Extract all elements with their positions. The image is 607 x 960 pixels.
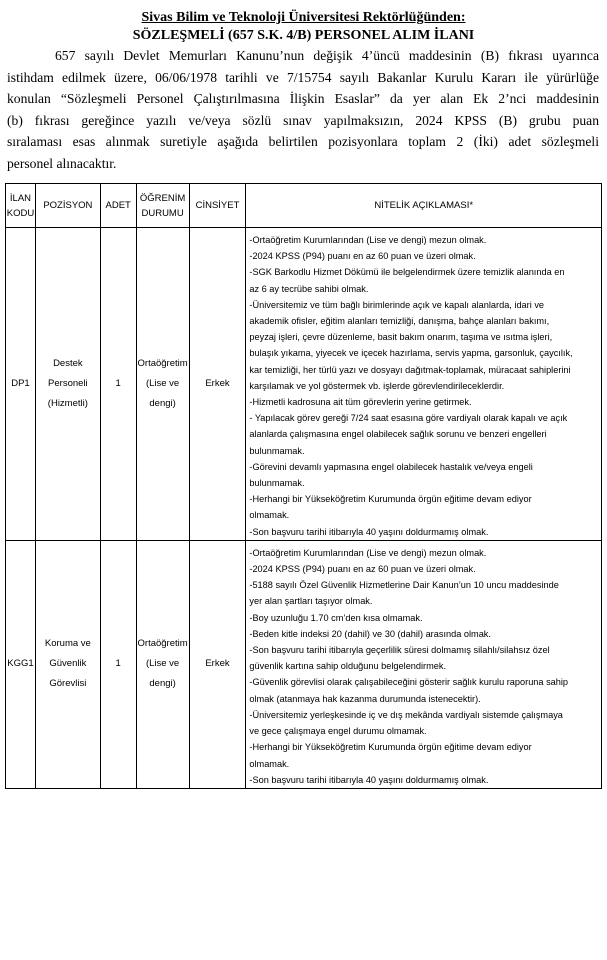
table-header-row: [6, 184, 602, 228]
intro-line: 657 sayılı Devlet Memurları Kanunu’nun değişik 4’üncü maddesinin (B) fıkrası uyarınca: [55, 48, 599, 63]
requirement-line: -5188 sayılı Özel Güvenlik Hizmetlerine Dair Kanun’un 10 uncu maddesinde: [249, 580, 559, 591]
requirement-line: -Boy uzunluğu 1.70 cm’den kısa olmamak.: [249, 612, 423, 623]
requirement-line: karşılamak ve yol göstermek vb. işlerde görevlendirileceklerdir.: [249, 380, 505, 391]
ilan-kodu-cell: [6, 228, 36, 541]
header-text: KODU: [6, 207, 35, 219]
requirement-line: kar temizliği, her türlü yazı ve dosyayı dağıtmak-toplamak, müracaat sahiplerini: [249, 364, 571, 375]
requirement-line: -Üniversitemiz yerleşkesinde iç ve dış mekânda vardiyalı sistemde çalışmaya: [249, 709, 563, 720]
ogrenim-cell: [136, 540, 189, 788]
requirement-line: -Üniversitemiz ve tüm bağlı birimlerinde açık ve kapalı alanlarda, idari ve: [249, 299, 545, 310]
requirement-line: -Son başvuru tarihi itibarıyla 40 yaşını doldurmamış olmak.: [249, 526, 489, 537]
table-row: [6, 228, 602, 541]
header-cinsiyet: CİNSİYET: [189, 184, 246, 228]
requirement-line: -Hizmetli kadrosuna ait tüm görevlerin yerine getirmek.: [249, 397, 472, 408]
requirement-line: olmamak.: [249, 758, 290, 769]
requirement-line: ve gece çalışmaya engel durumu olmamak.: [249, 726, 427, 737]
cinsiyet-cell: [189, 540, 246, 788]
pozisyon-text: Destek: [53, 357, 83, 369]
header-adet: ADET: [100, 184, 136, 228]
table-row: [6, 540, 602, 788]
pozisyon-text: Görevlisi: [49, 678, 87, 690]
header-ogrenim: [136, 184, 189, 228]
ogrenim-cell: [136, 228, 189, 541]
requirement-line: peyzaj işleri, çevre düzenleme, basit bakım onarım, taşıma ve ısıtma işleri,: [249, 332, 553, 343]
ogrenim-text: Ortaöğretim: [137, 638, 188, 650]
requirement-line: -Herhangi bir Yükseköğretim Kurumunda örgün eğitime devam ediyor: [249, 742, 532, 753]
requirement-line: bulunmamak.: [249, 445, 305, 456]
ogrenim-text: (Lise ve: [145, 658, 180, 670]
requirement-line: -SGK Barkodlu Hizmet Dökümü ile belgelendirmek üzere temizlik alanında en: [249, 267, 565, 278]
pozisyon-text: Güvenlik: [49, 658, 87, 670]
requirement-line: bulaşık yıkama, yiyecek ve içecek hazırlama, servis yapma, garsonluk, çaycılık,: [249, 348, 573, 359]
adet-value: 1: [115, 658, 121, 670]
intro-line: personel alınacaktır.: [7, 155, 117, 171]
institution-heading: Sivas Bilim ve Teknoloji Üniversitesi Rektörlüğünden:: [141, 10, 466, 25]
ogrenim-text: dengi): [149, 397, 176, 409]
cinsiyet-cell: [189, 228, 246, 541]
ilan-kodu-cell: [6, 540, 36, 788]
nitelik-cell: [246, 228, 602, 541]
requirement-line: -Görevini devamlı yapmasına engel olabilecek hastalık ve/veya engeli: [249, 461, 533, 472]
cinsiyet-value: Erkek: [205, 658, 230, 670]
requirement-line: - Yapılacak görev gereği 7/24 saat esasına göre vardiyalı olarak kapalı ve açık: [249, 413, 568, 424]
pozisyon-text: (Hizmetli): [47, 397, 88, 409]
pozisyon-text: Personeli: [48, 377, 88, 389]
requirement-line: -Ortaöğretim Kurumlarından (Lise ve dengi) mezun olmak.: [249, 547, 487, 558]
requirement-line: alanlarda çalışmasına engel olabilecek sağlık sorunu ve benzeri engelleri: [249, 429, 547, 440]
ogrenim-text: (Lise ve: [145, 377, 180, 389]
requirement-line: az 6 ay tecrübe sahibi olmak.: [249, 283, 369, 294]
requirement-line: yer alan şartları taşıyor olmak.: [249, 596, 373, 607]
requirement-line: -Güvenlik görevlisi olarak çalışabileceğini gösterir sağlık kurulu raporuna sahip: [249, 677, 569, 688]
intro-paragraph: [7, 45, 599, 175]
intro-line: sıralaması esas alınmak suretiyle aşağıda belirtilen pozisyonlara toplam 2 (İki) adet sözleşmeli: [7, 134, 599, 150]
pozisyon-text: Koruma ve: [44, 638, 91, 650]
intro-line: konulan “Sözleşmeli Personel Çalıştırılmasına İlişkin Esaslar” da yer alan Ek 2’nci maddesinin: [7, 91, 599, 107]
requirement-line: -Beden kitle indeksi 20 (dahil) ve 30 (dahil) arasında olmak.: [249, 628, 491, 639]
header-ilan-kodu: [6, 184, 36, 228]
adet-cell: [100, 540, 136, 788]
intro-line: istihdam edilmek üzere, 06/06/1978 tarihli ve 7/15754 sayılı Bakanlar Kurulu Kararı ile yürürlüğe: [7, 69, 599, 85]
ogrenim-text: Ortaöğretim: [137, 357, 188, 369]
adet-value: 1: [115, 377, 121, 389]
announcement-title: SÖZLEŞMELİ (657 S.K. 4/B) PERSONEL ALIM İLANI: [132, 28, 475, 43]
requirement-line: olmak (atanmaya hak kazanma durumunda istenecektir).: [249, 693, 481, 704]
requirement-line: -Herhangi bir Yükseköğretim Kurumunda örgün eğitime devam ediyor: [249, 494, 532, 505]
requirement-line: -Son başvuru tarihi itibarıyla 40 yaşını doldurmamış olmak.: [249, 774, 489, 785]
positions-table: [5, 183, 602, 789]
ilan-kodu: KGG1: [7, 658, 34, 670]
header-nitelik: NİTELİK AÇIKLAMASI*: [246, 184, 602, 228]
ilan-kodu: DP1: [11, 377, 30, 389]
requirement-line: -Ortaöğretim Kurumlarından (Lise ve dengi) mezun olmak.: [249, 235, 487, 245]
requirement-line: -Son başvuru tarihi itibarıyla geçerlilik süresi dolmamış silahlı/silahsız özel: [249, 645, 550, 656]
requirement-line: güvenlik kartına sahip olduğunu belgelendirmek.: [249, 661, 447, 672]
requirement-line: olmamak.: [249, 510, 290, 521]
header-text: İLAN: [9, 192, 32, 204]
requirement-line: akademik ofisler, eğitim alanları temizliği, danışma, bahçe alanları bakımı,: [249, 316, 550, 327]
requirement-line: bulunmamak.: [249, 478, 305, 489]
cinsiyet-value: Erkek: [205, 377, 230, 389]
adet-cell: [100, 228, 136, 541]
header-pozisyon: POZİSYON: [35, 184, 100, 228]
header-text: DURUMU: [141, 207, 184, 219]
requirement-line: -2024 KPSS (P94) puanı en az 60 puan ve üzeri olmak.: [249, 564, 476, 575]
pozisyon-cell: [35, 540, 100, 788]
requirement-line: -2024 KPSS (P94) puanı en az 60 puan ve üzeri olmak.: [249, 251, 476, 262]
ogrenim-text: dengi): [149, 678, 176, 690]
nitelik-cell: [246, 540, 602, 788]
header-text: ÖĞRENİM: [139, 192, 186, 204]
pozisyon-cell: [35, 228, 100, 541]
intro-line: (b) fıkrası gereğince yazılı ve/veya sözlü sınav yapılmaksızın, 2024 KPSS (B) grubu puan: [7, 112, 599, 128]
